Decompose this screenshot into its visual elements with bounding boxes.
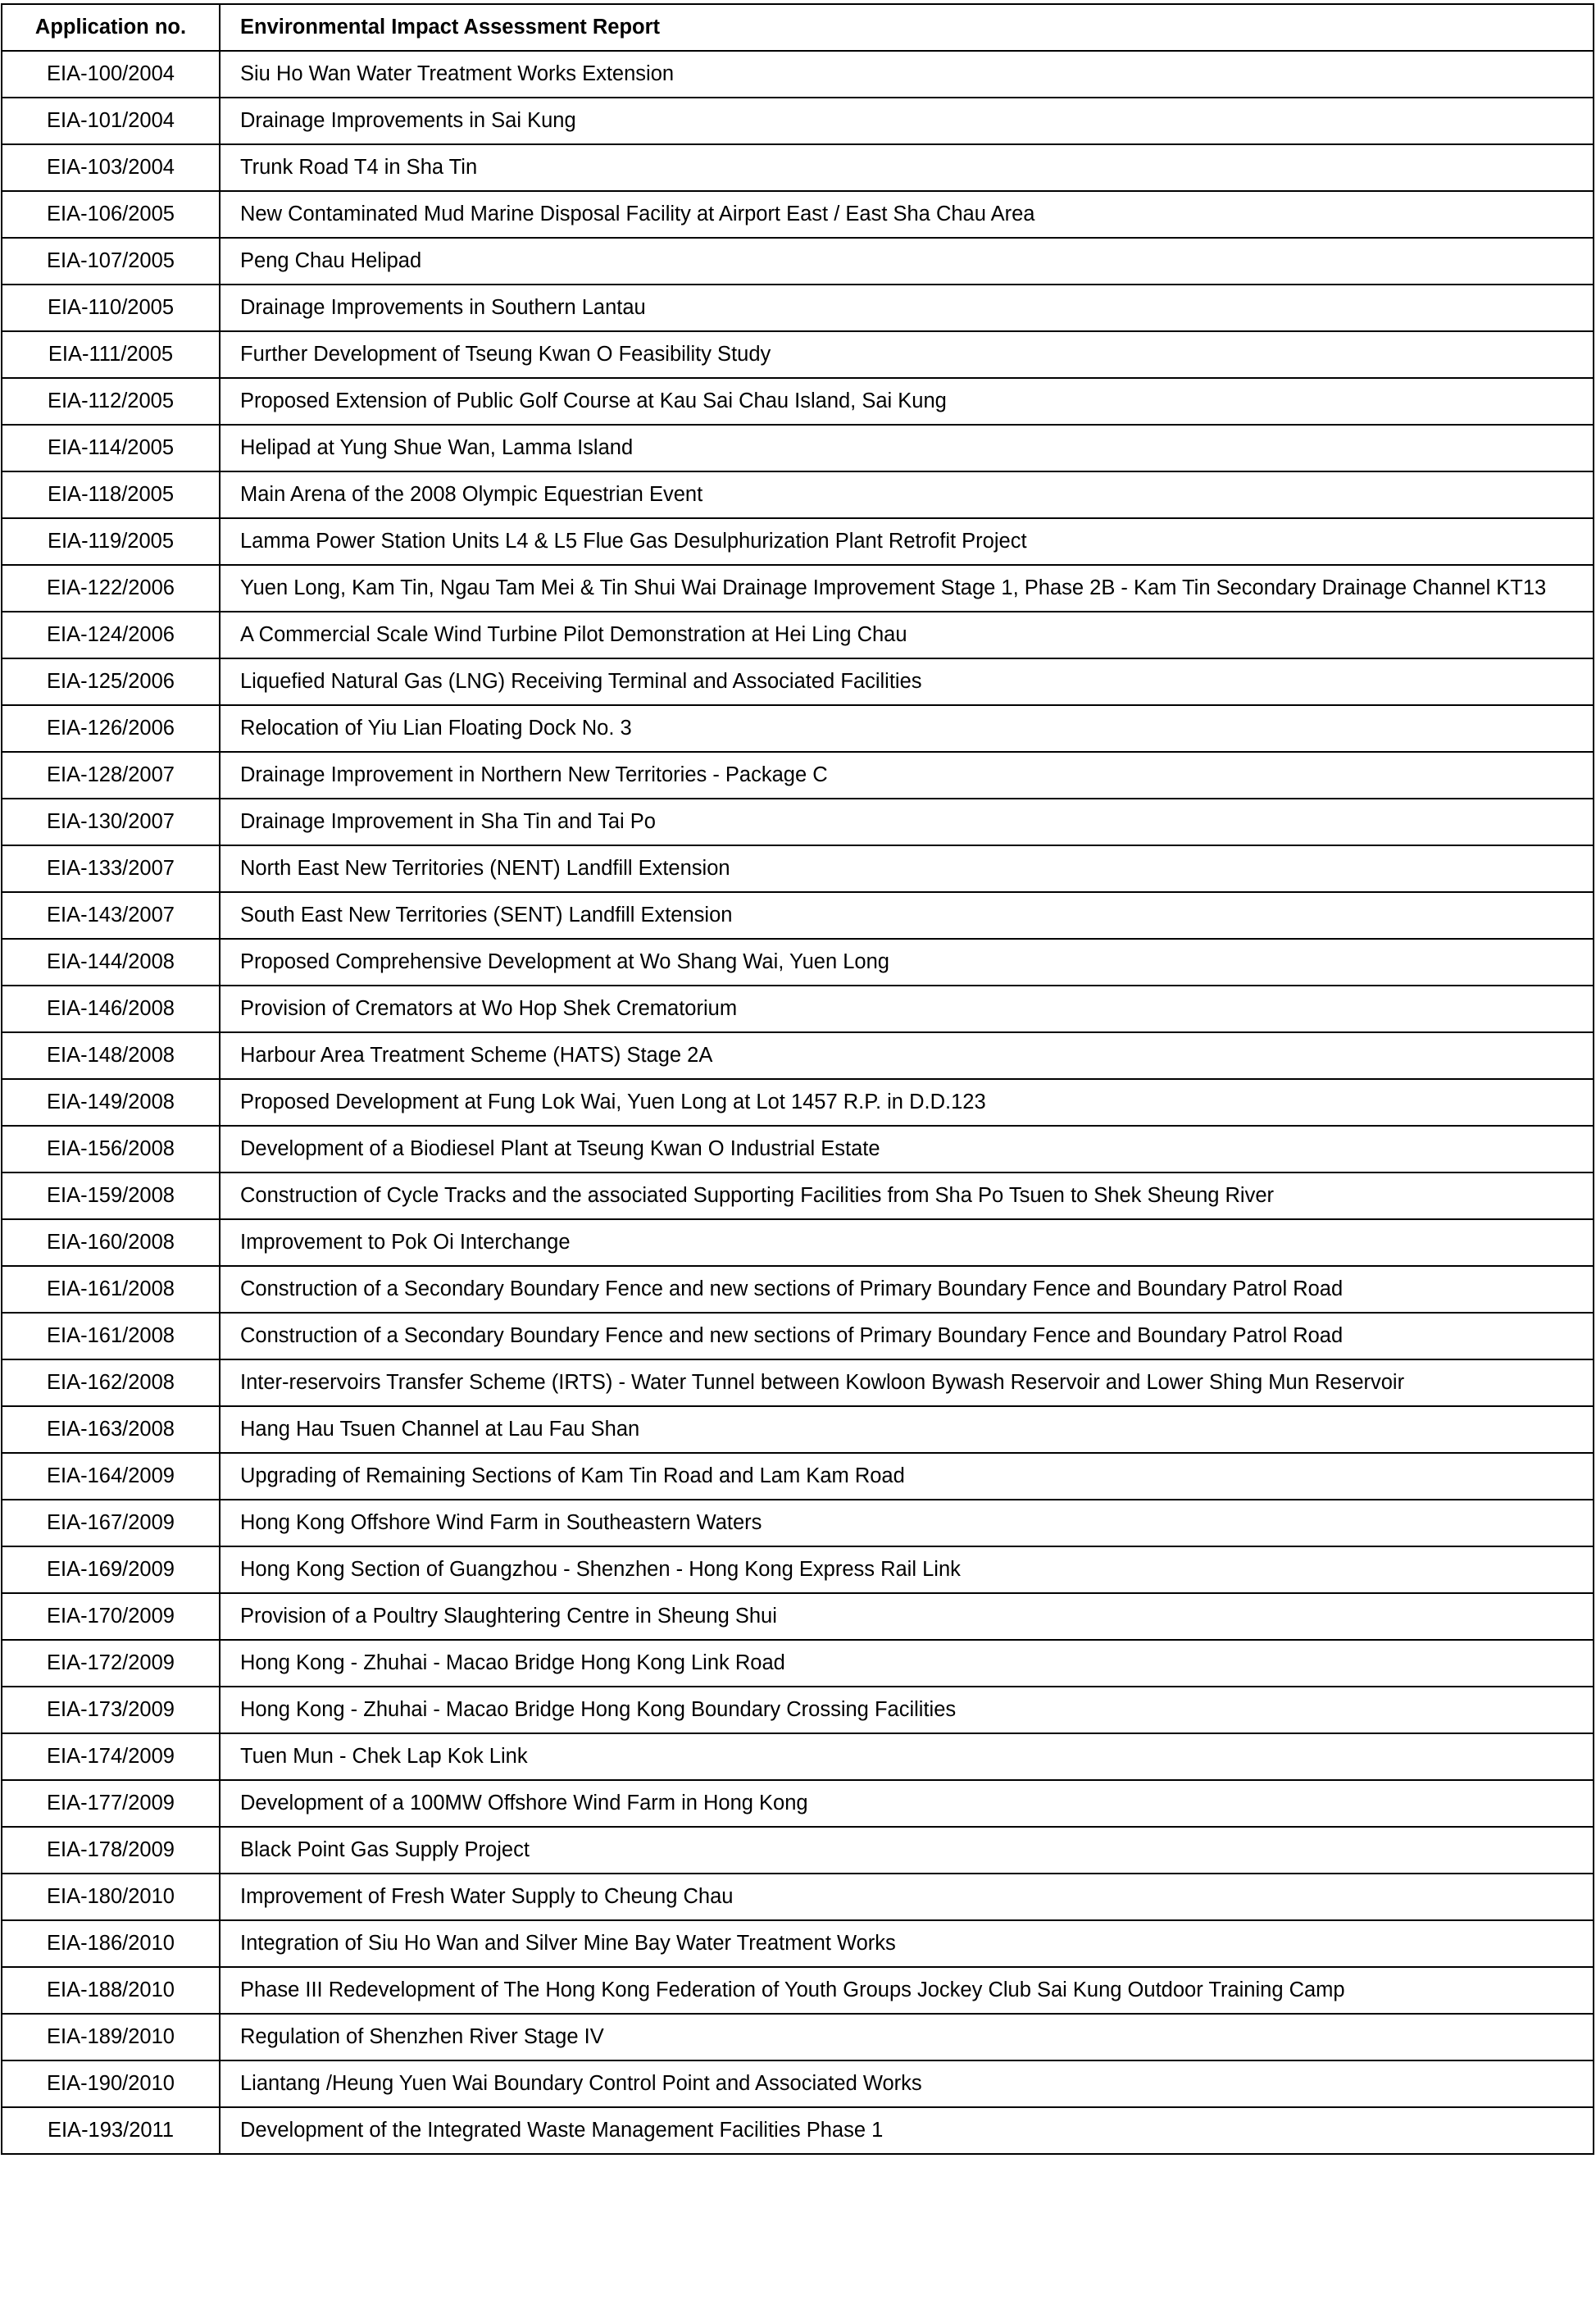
table-row: [2, 144, 1594, 191]
eia-report-table: [1, 3, 1594, 2155]
report-title-cell: Proposed Development at Fung Lok Wai, Yuen Long at Lot 1457 R.P. in D.D.123: [220, 1079, 1594, 1126]
report-title-cell: Yuen Long, Kam Tin, Ngau Tam Mei & Tin Shui Wai Drainage Improvement Stage 1, Phase 2B - Kam Tin Secondary Drainage Channel KT13: [220, 565, 1594, 612]
application-no-cell: EIA-178/2009: [2, 1827, 220, 1874]
application-no-cell: EIA-190/2010: [2, 2060, 220, 2107]
application-no-cell: EIA-122/2006: [2, 565, 220, 612]
table-row: [2, 518, 1594, 565]
report-title-cell: Tuen Mun - Chek Lap Kok Link: [220, 1733, 1594, 1780]
report-title-cell: North East New Territories (NENT) Landfill Extension: [220, 845, 1594, 892]
application-no-cell: EIA-173/2009: [2, 1687, 220, 1733]
table-row: [2, 2107, 1594, 2154]
table-row: [2, 1593, 1594, 1640]
table-row: [2, 1126, 1594, 1172]
application-no-cell: EIA-189/2010: [2, 2014, 220, 2060]
application-no-cell: EIA-193/2011: [2, 2107, 220, 2154]
table-row: [2, 1733, 1594, 1780]
table-row: [2, 1874, 1594, 1920]
table-row: [2, 1032, 1594, 1079]
application-no-cell: EIA-163/2008: [2, 1406, 220, 1453]
report-title-cell: Hong Kong - Zhuhai - Macao Bridge Hong Kong Boundary Crossing Facilities: [220, 1687, 1594, 1733]
application-no-cell: EIA-159/2008: [2, 1172, 220, 1219]
report-title-cell: Drainage Improvements in Southern Lantau: [220, 285, 1594, 331]
report-title-cell: Inter-reservoirs Transfer Scheme (IRTS) - Water Tunnel between Kowloon Bywash Reservoir and Lower Shing Mun Reservoir: [220, 1359, 1594, 1406]
table-row: [2, 1266, 1594, 1313]
application-no-cell: EIA-130/2007: [2, 799, 220, 845]
application-no-cell: EIA-103/2004: [2, 144, 220, 191]
report-header: Environmental Impact Assessment Report: [220, 4, 1594, 51]
report-title-cell: Hong Kong Offshore Wind Farm in Southeastern Waters: [220, 1500, 1594, 1546]
table-row: [2, 191, 1594, 238]
report-title-cell: Phase III Redevelopment of The Hong Kong Federation of Youth Groups Jockey Club Sai Kung Outdoor Training Camp: [220, 1967, 1594, 2014]
application-no-cell: EIA-148/2008: [2, 1032, 220, 1079]
report-title-cell: Proposed Comprehensive Development at Wo Shang Wai, Yuen Long: [220, 939, 1594, 986]
application-no-cell: EIA-180/2010: [2, 1874, 220, 1920]
application-no-cell: EIA-162/2008: [2, 1359, 220, 1406]
report-title-cell: Upgrading of Remaining Sections of Kam Tin Road and Lam Kam Road: [220, 1453, 1594, 1500]
application-no-cell: EIA-133/2007: [2, 845, 220, 892]
report-title-cell: Improvement of Fresh Water Supply to Cheung Chau: [220, 1874, 1594, 1920]
report-title-cell: Siu Ho Wan Water Treatment Works Extension: [220, 51, 1594, 98]
application-no-cell: EIA-186/2010: [2, 1920, 220, 1967]
report-title-cell: Hong Kong Section of Guangzhou - Shenzhen - Hong Kong Express Rail Link: [220, 1546, 1594, 1593]
table-row: [2, 705, 1594, 752]
report-title-cell: Further Development of Tseung Kwan O Feasibility Study: [220, 331, 1594, 378]
application-no-cell: EIA-169/2009: [2, 1546, 220, 1593]
table-row: [2, 658, 1594, 705]
report-title-cell: Construction of a Secondary Boundary Fence and new sections of Primary Boundary Fence and Boundary Patrol Road: [220, 1266, 1594, 1313]
application-no-cell: EIA-118/2005: [2, 471, 220, 518]
table-row: [2, 1780, 1594, 1827]
report-title-cell: Lamma Power Station Units L4 & L5 Flue Gas Desulphurization Plant Retrofit Project: [220, 518, 1594, 565]
report-title-cell: Integration of Siu Ho Wan and Silver Mine Bay Water Treatment Works: [220, 1920, 1594, 1967]
report-title-cell: Liquefied Natural Gas (LNG) Receiving Terminal and Associated Facilities: [220, 658, 1594, 705]
report-title-cell: Drainage Improvement in Northern New Territories - Package C: [220, 752, 1594, 799]
report-title-cell: Main Arena of the 2008 Olympic Equestrian Event: [220, 471, 1594, 518]
table-row: [2, 1920, 1594, 1967]
table-row: [2, 1219, 1594, 1266]
application-no-cell: EIA-160/2008: [2, 1219, 220, 1266]
table-row: [2, 799, 1594, 845]
report-title-cell: Helipad at Yung Shue Wan, Lamma Island: [220, 425, 1594, 471]
table-row: [2, 98, 1594, 144]
report-title-cell: Construction of Cycle Tracks and the associated Supporting Facilities from Sha Po Tsuen to Shek Sheung River: [220, 1172, 1594, 1219]
report-title-cell: Drainage Improvement in Sha Tin and Tai Po: [220, 799, 1594, 845]
table-row: [2, 1313, 1594, 1359]
application-no-cell: EIA-114/2005: [2, 425, 220, 471]
table-row: [2, 1079, 1594, 1126]
application-no-cell: EIA-143/2007: [2, 892, 220, 939]
report-title-cell: Harbour Area Treatment Scheme (HATS) Stage 2A: [220, 1032, 1594, 1079]
report-title-cell: Regulation of Shenzhen River Stage IV: [220, 2014, 1594, 2060]
table-row: [2, 612, 1594, 658]
application-no-cell: EIA-126/2006: [2, 705, 220, 752]
application-no-cell: EIA-161/2008: [2, 1266, 220, 1313]
report-title-cell: Trunk Road T4 in Sha Tin: [220, 144, 1594, 191]
application-no-cell: EIA-149/2008: [2, 1079, 220, 1126]
table-row: [2, 238, 1594, 285]
table-row: [2, 1500, 1594, 1546]
report-title-cell: Provision of Cremators at Wo Hop Shek Crematorium: [220, 986, 1594, 1032]
report-title-cell: Development of a 100MW Offshore Wind Farm in Hong Kong: [220, 1780, 1594, 1827]
report-title-cell: Peng Chau Helipad: [220, 238, 1594, 285]
table-row: [2, 1359, 1594, 1406]
report-title-cell: Proposed Extension of Public Golf Course at Kau Sai Chau Island, Sai Kung: [220, 378, 1594, 425]
report-title-cell: South East New Territories (SENT) Landfill Extension: [220, 892, 1594, 939]
table-row: [2, 425, 1594, 471]
table-row: [2, 845, 1594, 892]
application-no-cell: EIA-111/2005: [2, 331, 220, 378]
table-row: [2, 1172, 1594, 1219]
report-title-cell: Liantang /Heung Yuen Wai Boundary Control Point and Associated Works: [220, 2060, 1594, 2107]
table-row: [2, 471, 1594, 518]
table-header-row: [2, 4, 1594, 51]
application-no-cell: EIA-156/2008: [2, 1126, 220, 1172]
report-title-cell: Development of a Biodiesel Plant at Tseung Kwan O Industrial Estate: [220, 1126, 1594, 1172]
table-row: [2, 892, 1594, 939]
application-no-cell: EIA-112/2005: [2, 378, 220, 425]
report-title-cell: Construction of a Secondary Boundary Fence and new sections of Primary Boundary Fence and Boundary Patrol Road: [220, 1313, 1594, 1359]
table-row: [2, 378, 1594, 425]
application-no-cell: EIA-107/2005: [2, 238, 220, 285]
report-title-cell: New Contaminated Mud Marine Disposal Facility at Airport East / East Sha Chau Area: [220, 191, 1594, 238]
table-row: [2, 1640, 1594, 1687]
application-no-cell: EIA-110/2005: [2, 285, 220, 331]
application-no-cell: EIA-124/2006: [2, 612, 220, 658]
report-title-cell: Hong Kong - Zhuhai - Macao Bridge Hong Kong Link Road: [220, 1640, 1594, 1687]
application-no-cell: EIA-170/2009: [2, 1593, 220, 1640]
report-title-cell: Provision of a Poultry Slaughtering Centre in Sheung Shui: [220, 1593, 1594, 1640]
report-title-cell: Relocation of Yiu Lian Floating Dock No. 3: [220, 705, 1594, 752]
application-no-cell: EIA-100/2004: [2, 51, 220, 98]
report-title-cell: Hang Hau Tsuen Channel at Lau Fau Shan: [220, 1406, 1594, 1453]
table-row: [2, 939, 1594, 986]
application-no-cell: EIA-101/2004: [2, 98, 220, 144]
table-row: [2, 752, 1594, 799]
application-no-cell: EIA-177/2009: [2, 1780, 220, 1827]
application-no-cell: EIA-161/2008: [2, 1313, 220, 1359]
table-row: [2, 2060, 1594, 2107]
table-row: [2, 1827, 1594, 1874]
application-no-cell: EIA-167/2009: [2, 1500, 220, 1546]
table-row: [2, 1453, 1594, 1500]
application-no-cell: EIA-164/2009: [2, 1453, 220, 1500]
table-row: [2, 986, 1594, 1032]
table-row: [2, 2014, 1594, 2060]
table-row: [2, 1406, 1594, 1453]
table-row: [2, 1546, 1594, 1593]
report-title-cell: Development of the Integrated Waste Management Facilities Phase 1: [220, 2107, 1594, 2154]
application-no-cell: EIA-188/2010: [2, 1967, 220, 2014]
table-body: [2, 51, 1594, 2154]
table-row: [2, 331, 1594, 378]
application-no-cell: EIA-128/2007: [2, 752, 220, 799]
application-no-cell: EIA-144/2008: [2, 939, 220, 986]
report-title-cell: Drainage Improvements in Sai Kung: [220, 98, 1594, 144]
application-no-cell: EIA-174/2009: [2, 1733, 220, 1780]
application-no-cell: EIA-146/2008: [2, 986, 220, 1032]
report-title-cell: A Commercial Scale Wind Turbine Pilot Demonstration at Hei Ling Chau: [220, 612, 1594, 658]
application-no-cell: EIA-106/2005: [2, 191, 220, 238]
application-no-header: Application no.: [2, 4, 220, 51]
application-no-cell: EIA-119/2005: [2, 518, 220, 565]
table-row: [2, 51, 1594, 98]
table-row: [2, 285, 1594, 331]
table-row: [2, 1967, 1594, 2014]
application-no-cell: EIA-172/2009: [2, 1640, 220, 1687]
application-no-cell: EIA-125/2006: [2, 658, 220, 705]
report-title-cell: Black Point Gas Supply Project: [220, 1827, 1594, 1874]
table-row: [2, 565, 1594, 612]
report-title-cell: Improvement to Pok Oi Interchange: [220, 1219, 1594, 1266]
table-row: [2, 1687, 1594, 1733]
